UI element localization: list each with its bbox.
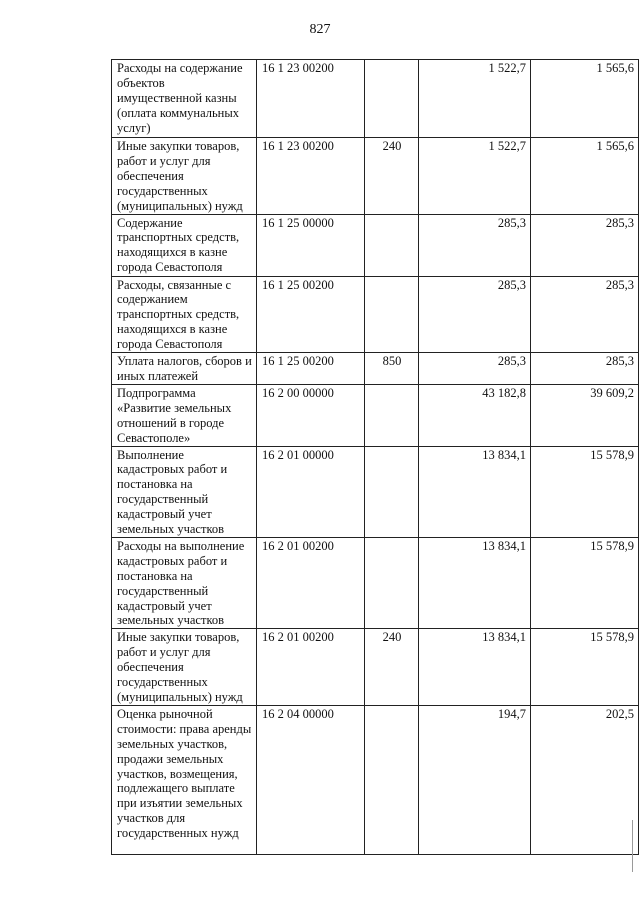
table-row bbox=[112, 705, 639, 854]
expense-type bbox=[365, 537, 419, 628]
item-name: Расходы на содержание объектов имущественной казны (оплата коммунальных услуг) bbox=[112, 60, 257, 138]
target-code: 16 2 01 00000 bbox=[257, 446, 365, 537]
table-row bbox=[112, 138, 639, 215]
item-name: Иные закупки товаров, работ и услуг для обеспечения государственных (муниципальных) нужд bbox=[112, 629, 257, 706]
expense-type bbox=[365, 705, 419, 854]
amount-year-2: 285,3 bbox=[531, 276, 639, 353]
target-code: 16 1 25 00200 bbox=[257, 276, 365, 353]
item-name: Содержание транспортных средств, находящихся в казне города Севастополя bbox=[112, 214, 257, 276]
amount-year-2: 202,5 bbox=[531, 705, 639, 854]
table-row bbox=[112, 629, 639, 706]
amount-year-1: 13 834,1 bbox=[419, 446, 531, 537]
expense-type bbox=[365, 276, 419, 353]
amount-year-2: 39 609,2 bbox=[531, 384, 639, 446]
expense-type bbox=[365, 384, 419, 446]
target-code: 16 1 23 00200 bbox=[257, 60, 365, 138]
expense-type: 240 bbox=[365, 138, 419, 215]
amount-year-1: 285,3 bbox=[419, 353, 531, 385]
target-code: 16 2 00 00000 bbox=[257, 384, 365, 446]
amount-year-2: 1 565,6 bbox=[531, 60, 639, 138]
item-name: Подпрограмма «Развитие земельных отношений в городе Севастополе» bbox=[112, 384, 257, 446]
expense-type: 240 bbox=[365, 629, 419, 706]
amount-year-1: 285,3 bbox=[419, 276, 531, 353]
amount-year-2: 285,3 bbox=[531, 353, 639, 385]
table-row bbox=[112, 276, 639, 353]
amount-year-2: 15 578,9 bbox=[531, 446, 639, 537]
amount-year-1: 13 834,1 bbox=[419, 537, 531, 628]
item-name: Расходы, связанные с содержанием транспортных средств, находящихся в казне города Севастополя bbox=[112, 276, 257, 353]
expense-type: 850 bbox=[365, 353, 419, 385]
amount-year-1: 43 182,8 bbox=[419, 384, 531, 446]
expense-type bbox=[365, 214, 419, 276]
item-name: Выполнение кадастровых работ и постановка на государственный кадастровый учет земельных участков bbox=[112, 446, 257, 537]
target-code: 16 2 01 00200 bbox=[257, 537, 365, 628]
expense-type bbox=[365, 60, 419, 138]
table-row bbox=[112, 537, 639, 628]
target-code: 16 1 25 00200 bbox=[257, 353, 365, 385]
target-code: 16 1 23 00200 bbox=[257, 138, 365, 215]
item-name: Иные закупки товаров, работ и услуг для обеспечения государственных (муниципальных) нужд bbox=[112, 138, 257, 215]
table-row bbox=[112, 384, 639, 446]
amount-year-1: 13 834,1 bbox=[419, 629, 531, 706]
expense-type bbox=[365, 446, 419, 537]
amount-year-1: 1 522,7 bbox=[419, 138, 531, 215]
amount-year-2: 15 578,9 bbox=[531, 629, 639, 706]
amount-year-2: 1 565,6 bbox=[531, 138, 639, 215]
target-code: 16 2 01 00200 bbox=[257, 629, 365, 706]
table-row bbox=[112, 446, 639, 537]
table-row bbox=[112, 60, 639, 138]
item-name: Уплата налогов, сборов и иных платежей bbox=[112, 353, 257, 385]
item-name: Оценка рыночной стоимости: права аренды земельных участков, продажи земельных участков, возмещения, подлежащего выплате при изъятии земельных участков для государственных нужд bbox=[112, 705, 257, 854]
table-row bbox=[112, 214, 639, 276]
page-number: 827 bbox=[309, 22, 331, 37]
amount-year-1: 194,7 bbox=[419, 705, 531, 854]
table-row bbox=[112, 353, 639, 385]
target-code: 16 2 04 00000 bbox=[257, 705, 365, 854]
item-name: Расходы на выполнение кадастровых работ и постановка на государственный кадастровый учет земельных участков bbox=[112, 537, 257, 628]
target-code: 16 1 25 00000 bbox=[257, 214, 365, 276]
budget-table bbox=[111, 59, 639, 855]
amount-year-1: 1 522,7 bbox=[419, 60, 531, 138]
amount-year-2: 285,3 bbox=[531, 214, 639, 276]
scan-edge-line bbox=[632, 820, 633, 872]
amount-year-2: 15 578,9 bbox=[531, 537, 639, 628]
amount-year-1: 285,3 bbox=[419, 214, 531, 276]
